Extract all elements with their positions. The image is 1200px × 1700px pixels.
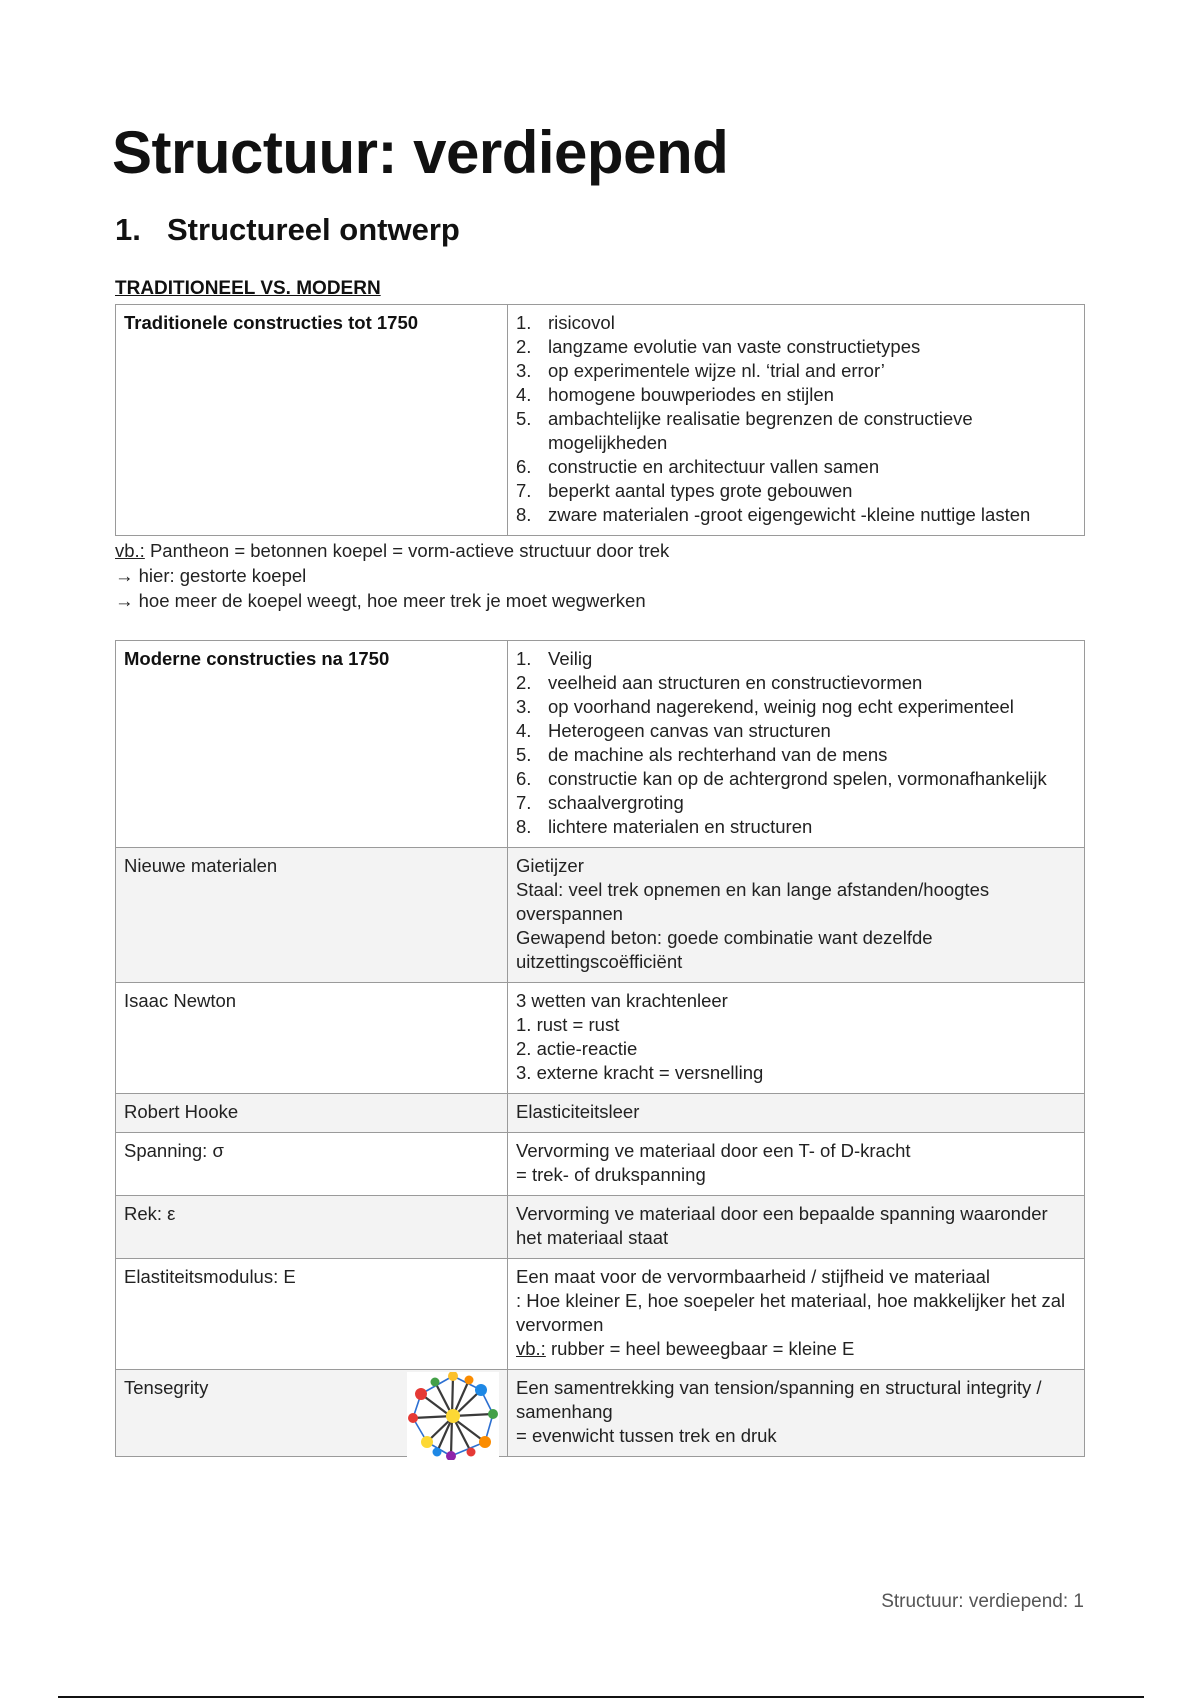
list-item: 7. beperkt aantal types grote gebouwen (516, 480, 853, 501)
list-item: 3. op experimentele wijze nl. ‘trial and error’ (516, 360, 885, 381)
list-item: 2. veelheid aan structuren en constructievormen (516, 672, 923, 693)
table-row (116, 1370, 1085, 1457)
list-item: 6. constructie kan op de achtergrond spelen, vormonafhankelijk (516, 768, 1047, 789)
traditional-list (516, 311, 1076, 527)
bottom-rule (58, 1696, 1144, 1698)
table-row (116, 983, 1085, 1094)
materials-cell: Gietijzer Staal: veel trek opnemen en kan lange afstanden/hoogtes overspannen Gewapend beton: goede combinatie want dezelfde uitzettingscoëfficiënt (508, 848, 1085, 983)
list-item: 8. zware materialen -groot eigengewicht -kleine nuttige lasten (516, 504, 1031, 525)
table-row (116, 305, 1085, 536)
materials-label: Nieuwe materialen (116, 848, 508, 983)
modulus-label: Elastiteitsmodulus: E (116, 1259, 508, 1370)
spanning-label: Spanning: σ (116, 1133, 508, 1196)
modulus-cell: Een maat voor de vervormbaarheid / stijfheid ve materiaal : Hoe kleiner E, hoe soepeler het materiaal, hoe makkelijker het zal vervormen vb.: rubber = heel beweegbaar = kleine E (508, 1259, 1085, 1370)
list-item: 5. ambachtelijke realisatie begrenzen de constructieve mogelijkheden (516, 408, 973, 453)
list-item: 1. risicovol (516, 312, 615, 333)
page-title: Structuur: verdiepend (112, 119, 729, 186)
table-row (116, 1094, 1085, 1133)
table-row (116, 848, 1085, 983)
table-row (116, 641, 1085, 848)
tensegrity-label: Tensegrity (124, 1377, 209, 1398)
table-row (116, 1133, 1085, 1196)
subheading: TRADITIONEEL VS. MODERN (115, 278, 381, 299)
note-line: → hoe meer de koepel weegt, hoe meer trek je moet wegwerken (115, 590, 646, 611)
traditional-table (115, 304, 1085, 536)
modern-label: Moderne constructies na 1750 (116, 641, 508, 848)
spanning-cell: Vervorming ve materiaal door een T- of D-kracht = trek- of drukspanning (508, 1133, 1085, 1196)
hooke-label: Robert Hooke (116, 1094, 508, 1133)
modern-items-cell (508, 641, 1085, 848)
list-item: 8. lichtere materialen en structuren (516, 816, 813, 837)
modern-list (516, 647, 1076, 839)
list-item: 7. schaalvergroting (516, 792, 684, 813)
section-heading (115, 212, 460, 248)
rek-label: Rek: ε (116, 1196, 508, 1259)
hooke-cell: Elasticiteitsleer (508, 1094, 1085, 1133)
pantheon-notes (115, 538, 669, 613)
list-item: 1. Veilig (516, 648, 593, 669)
tensegrity-toy-image (407, 1372, 499, 1460)
section-number: 1. (115, 212, 141, 247)
list-item: 5. de machine als rechterhand van de mens (516, 744, 888, 765)
note-line: vb.: Pantheon = betonnen koepel = vorm-actieve structuur door trek (115, 540, 670, 561)
modern-table (115, 640, 1085, 1457)
newton-cell: 3 wetten van krachtenleer 1. rust = rust 2. actie-reactie 3. externe kracht = versnelling (508, 983, 1085, 1094)
table-row (116, 1196, 1085, 1259)
tensegrity-label-cell (116, 1370, 508, 1457)
note-line: → hier: gestorte koepel (115, 565, 307, 586)
traditional-label: Traditionele constructies tot 1750 (116, 305, 508, 536)
list-item: 2. langzame evolutie van vaste constructietypes (516, 336, 921, 357)
rek-cell: Vervorming ve materiaal door een bepaalde spanning waaronder het materiaal staat (508, 1196, 1085, 1259)
list-item: 4. homogene bouwperiodes en stijlen (516, 384, 834, 405)
traditional-items-cell (508, 305, 1085, 536)
section-title: Structureel ontwerp (167, 212, 460, 247)
list-item: 3. op voorhand nagerekend, weinig nog echt experimenteel (516, 696, 1014, 717)
newton-label: Isaac Newton (116, 983, 508, 1094)
table-row (116, 1259, 1085, 1370)
page-footer: Structuur: verdiepend: 1 (881, 1591, 1084, 1612)
list-item: 4. Heterogeen canvas van structuren (516, 720, 831, 741)
tensegrity-cell: Een samentrekking van tension/spanning en structural integrity / samenhang = evenwicht tussen trek en druk (508, 1370, 1085, 1457)
list-item: 6. constructie en architectuur vallen samen (516, 456, 880, 477)
